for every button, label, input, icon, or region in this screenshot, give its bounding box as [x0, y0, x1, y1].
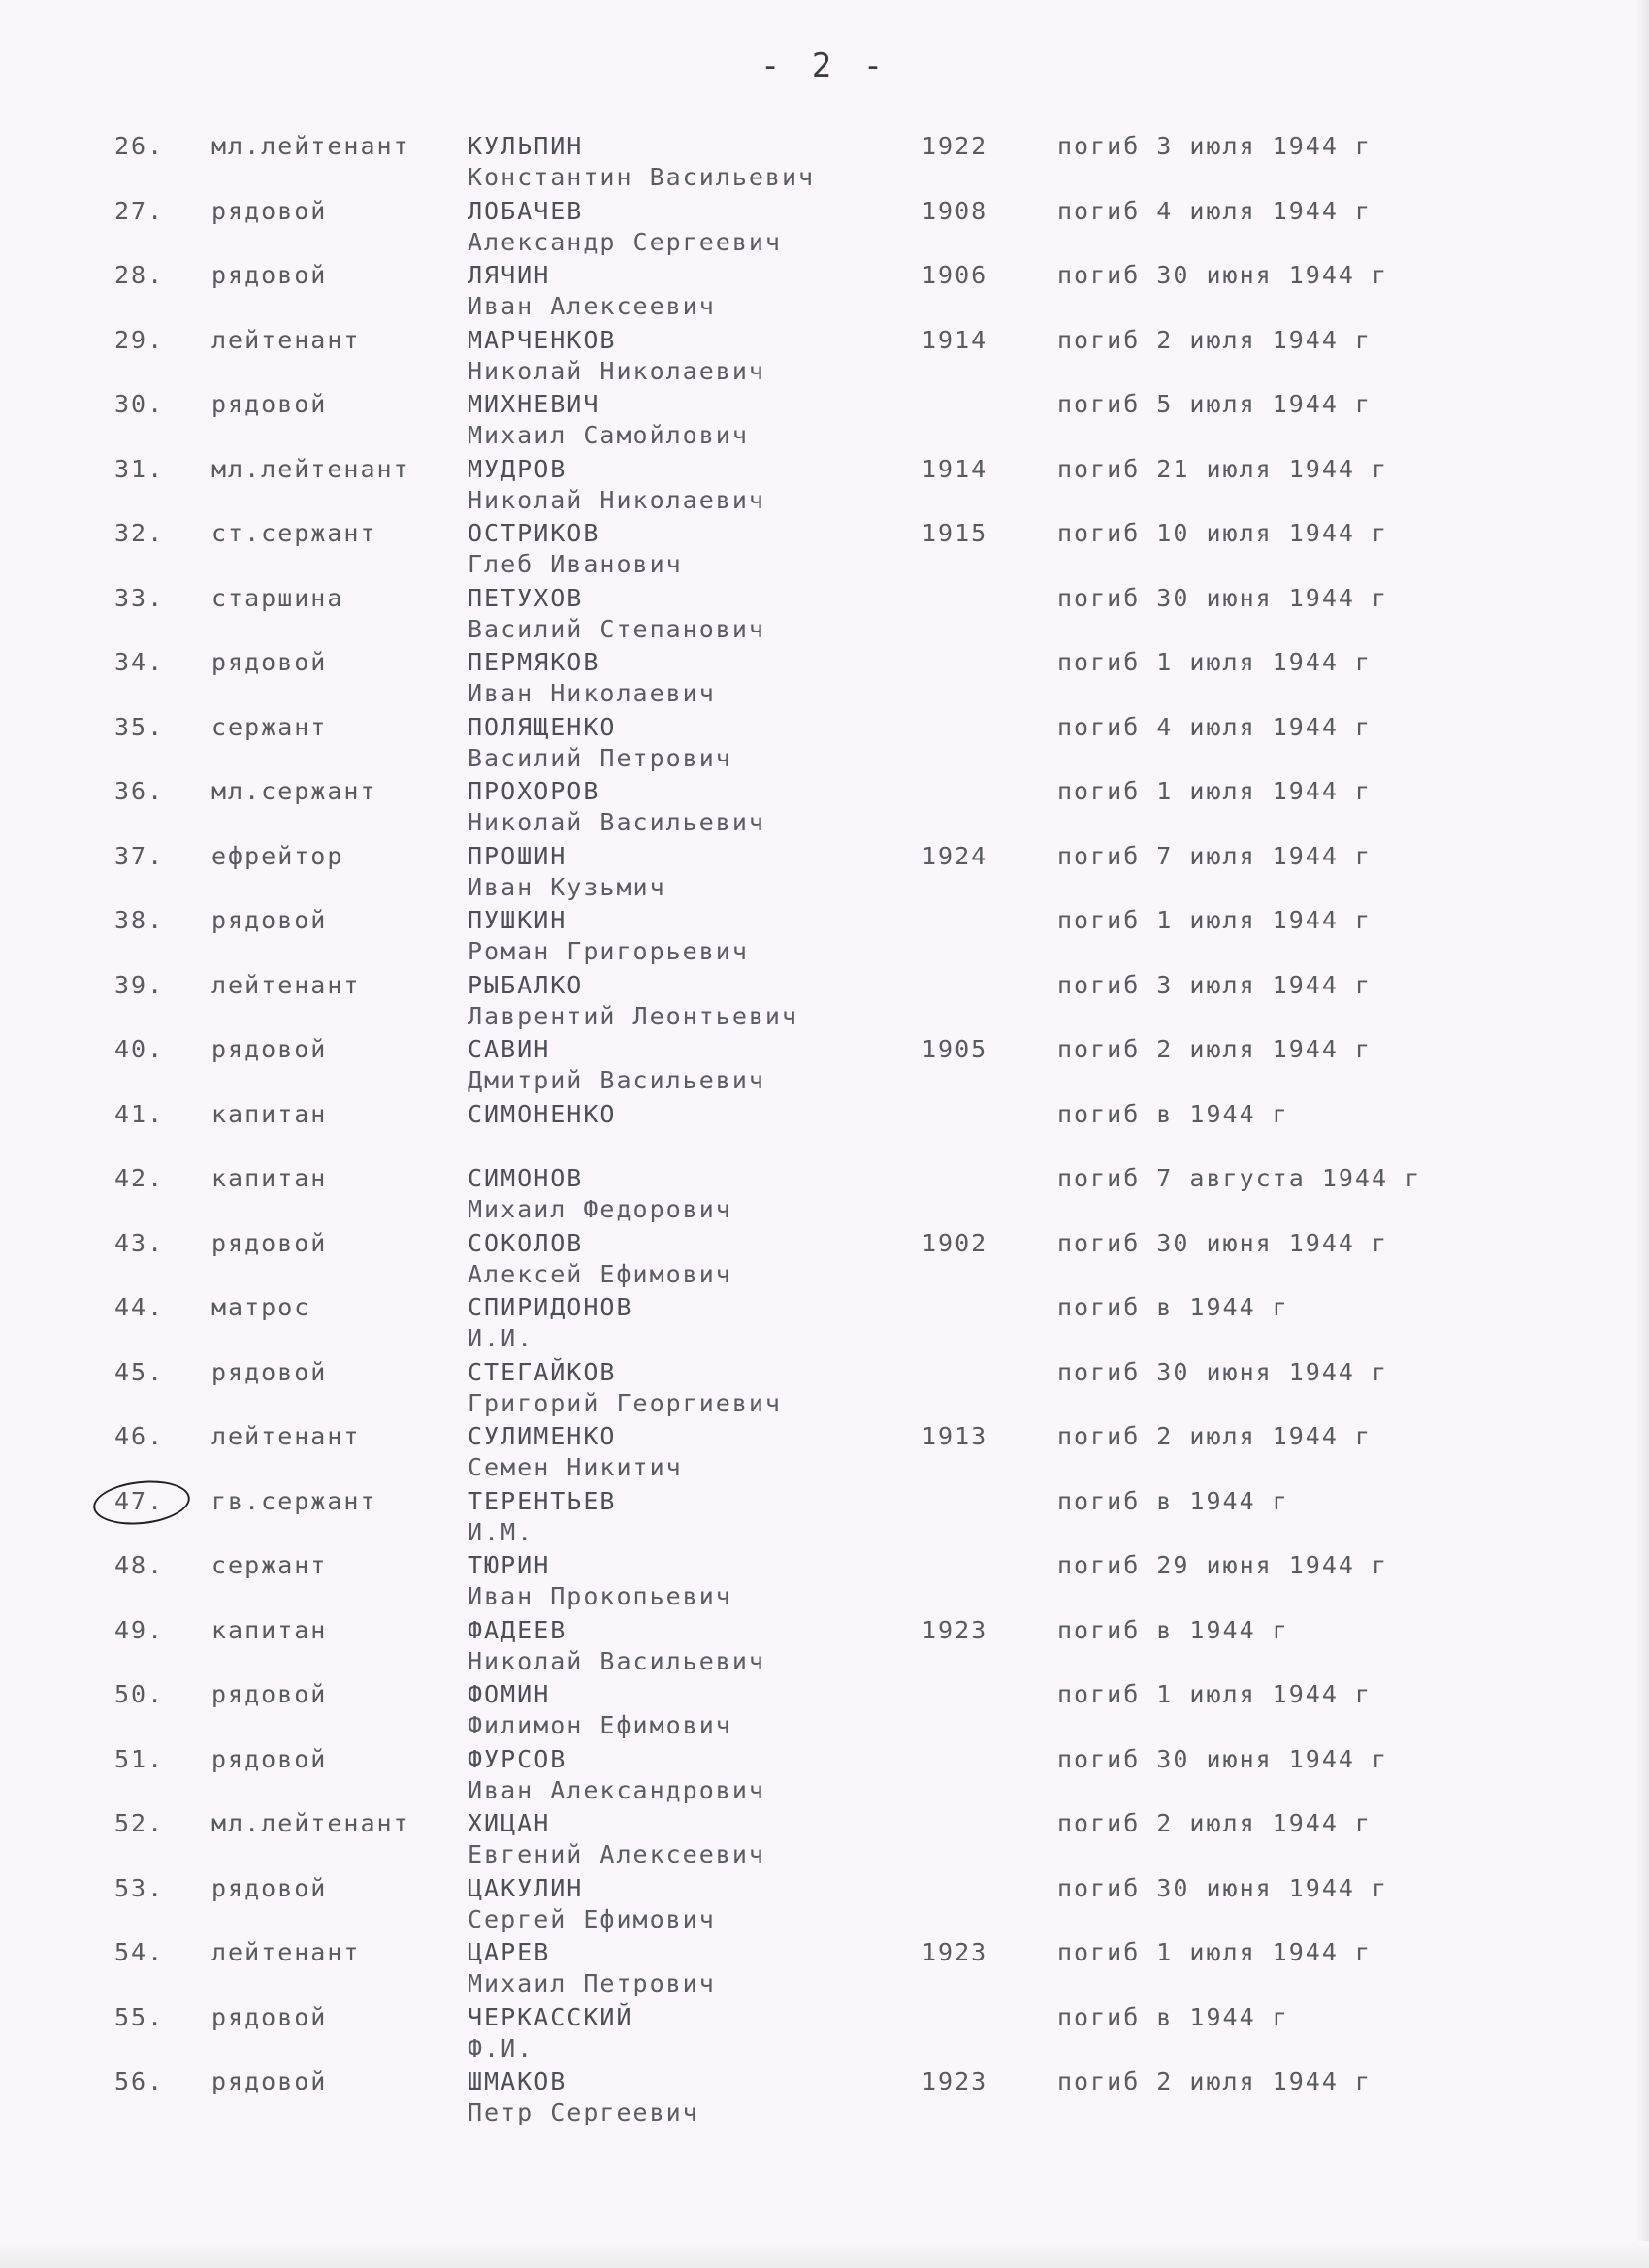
entry-surname: ПРОХОРОВ [468, 777, 600, 805]
entry-fate: погиб 30 июня 1944 г [1057, 1873, 1389, 1902]
entry-given-names: Василий Петрович [468, 743, 732, 772]
entry-surname: МИХНЕВИЧ [468, 390, 600, 418]
entry-fate: погиб 30 июня 1944 г [1057, 261, 1389, 289]
entry-number: 49. [114, 1615, 165, 1644]
list-item [0, 1674, 1649, 1739]
entry-rank: мл.лейтенант [211, 1809, 410, 1837]
list-item [0, 126, 1649, 191]
entry-rank: старшина [211, 583, 344, 612]
list-item [0, 384, 1649, 449]
entry-number: 55. [114, 2002, 165, 2031]
entry-surname: ХИЦАН [468, 1809, 551, 1837]
entry-fate: погиб в 1944 г [1057, 2002, 1289, 2031]
entry-number: 29. [114, 325, 165, 354]
list-item [0, 1997, 1649, 2062]
entry-given-names: Евгений Алексеевич [468, 1840, 765, 1868]
entry-fate: погиб 1 июля 1944 г [1057, 1680, 1372, 1708]
entry-given-names: Михаил Петрович [468, 1969, 716, 1997]
entry-number: 32. [114, 519, 165, 547]
entry-surname: СОКОЛОВ [468, 1228, 584, 1257]
entry-given-names: Николай Васильевич [468, 808, 765, 836]
entry-number: 35. [114, 712, 165, 741]
list-item [0, 1739, 1649, 1804]
entry-fate: погиб 7 августа 1944 г [1057, 1164, 1422, 1192]
list-item [0, 1545, 1649, 1610]
entry-number: 37. [114, 841, 165, 870]
entry-given-names: Глеб Иванович [468, 550, 683, 578]
entry-rank: рядовой [211, 1035, 328, 1063]
entry-surname: ЛОБАЧЕВ [468, 196, 584, 225]
entry-birth-year: 1906 [922, 261, 988, 289]
entry-number: 39. [114, 970, 165, 999]
entry-birth-year: 1922 [922, 132, 988, 160]
entry-birth-year: 1914 [922, 454, 988, 483]
entry-fate: погиб в 1944 г [1057, 1293, 1289, 1321]
entry-given-names: Александр Сергеевич [468, 227, 782, 256]
entry-number: 40. [114, 1035, 165, 1063]
list-item [0, 900, 1649, 965]
entry-rank: рядовой [211, 196, 328, 225]
list-item [0, 1352, 1649, 1417]
entry-given-names: Николай Николаевич [468, 485, 765, 514]
entry-given-names: Иван Кузьмич [468, 872, 666, 901]
list-item [0, 1416, 1649, 1481]
entry-surname: МАРЧЕНКОВ [468, 325, 617, 354]
entry-surname: ПЕРМЯКОВ [468, 648, 600, 676]
entry-fate: погиб 4 июля 1944 г [1057, 712, 1372, 741]
entry-surname: РЫБАЛКО [468, 970, 584, 999]
entry-number: 47. [114, 1486, 165, 1515]
entry-number: 41. [114, 1099, 165, 1128]
entry-fate: погиб 4 июля 1944 г [1057, 196, 1372, 225]
entry-fate: погиб 1 июля 1944 г [1057, 648, 1372, 676]
entry-rank: рядовой [211, 1357, 328, 1386]
entry-number: 42. [114, 1164, 165, 1192]
entry-birth-year: 1913 [922, 1422, 988, 1450]
list-item [0, 191, 1649, 256]
entry-fate: погиб 2 июля 1944 г [1057, 325, 1372, 354]
entry-given-names: Петр Сергеевич [468, 2098, 699, 2126]
list-item [0, 1029, 1649, 1094]
entry-number: 50. [114, 1680, 165, 1708]
entry-number: 31. [114, 454, 165, 483]
entry-given-names: Иван Алексеевич [468, 292, 716, 320]
entry-number: 48. [114, 1551, 165, 1579]
entry-rank: мл.лейтенант [211, 454, 410, 483]
entry-fate: погиб 30 июня 1944 г [1057, 583, 1389, 612]
entry-surname: ЧЕРКАССКИЙ [468, 2002, 633, 2031]
entry-surname: ФОМИН [468, 1680, 551, 1708]
entry-number: 38. [114, 906, 165, 934]
entry-birth-year: 1902 [922, 1228, 988, 1257]
entry-given-names: Иван Александрович [468, 1775, 765, 1804]
entry-surname: ЛЯЧИН [468, 261, 551, 289]
entry-fate: погиб 3 июля 1944 г [1057, 970, 1372, 999]
entry-number: 53. [114, 1873, 165, 1902]
entry-number: 26. [114, 132, 165, 160]
entry-rank: лейтенант [211, 325, 361, 354]
entry-number: 56. [114, 2067, 165, 2095]
list-item [0, 449, 1649, 514]
entry-surname: ЦАРЕВ [468, 1938, 551, 1966]
entry-rank: ефрейтор [211, 841, 344, 870]
entry-number: 36. [114, 777, 165, 805]
entry-birth-year: 1905 [922, 1035, 988, 1063]
entry-rank: рядовой [211, 390, 328, 418]
entry-given-names: Семен Никитич [468, 1453, 683, 1481]
entry-given-names: Иван Николаевич [468, 679, 716, 707]
list-item [0, 1868, 1649, 1933]
entry-fate: погиб 30 июня 1944 г [1057, 1228, 1389, 1257]
entry-surname: ПЕТУХОВ [468, 583, 584, 612]
entry-given-names: Лаврентий Леонтьевич [468, 1001, 799, 1030]
entry-surname: ФАДЕЕВ [468, 1615, 567, 1644]
entry-surname: СУЛИМЕНКО [468, 1422, 617, 1450]
list-item [0, 320, 1649, 385]
entry-number: 45. [114, 1357, 165, 1386]
entry-birth-year: 1915 [922, 519, 988, 547]
entry-fate: погиб 5 июля 1944 г [1057, 390, 1372, 418]
entry-birth-year: 1914 [922, 325, 988, 354]
list-item [0, 255, 1649, 320]
list-item [0, 2061, 1649, 2126]
entry-surname: МУДРОВ [468, 454, 567, 483]
entry-surname: СПИРИДОНОВ [468, 1293, 633, 1321]
entry-given-names: Николай Васильевич [468, 1646, 765, 1675]
entry-fate: погиб 2 июля 1944 г [1057, 1035, 1372, 1063]
entry-birth-year: 1923 [922, 1938, 988, 1966]
scan-edge-bottom [0, 2241, 1649, 2268]
list-item [0, 836, 1649, 901]
entry-surname: КУЛЬПИН [468, 132, 584, 160]
entry-rank: рядовой [211, 2067, 328, 2095]
entry-birth-year: 1924 [922, 841, 988, 870]
entry-fate: погиб 2 июля 1944 г [1057, 2067, 1372, 2095]
entry-number: 51. [114, 1744, 165, 1773]
list-item [0, 1932, 1649, 1997]
entry-rank: капитан [211, 1615, 328, 1644]
entry-number: 46. [114, 1422, 165, 1450]
entry-surname: САВИН [468, 1035, 551, 1063]
entry-given-names: Иван Прокопьевич [468, 1582, 732, 1610]
entry-given-names: Николай Николаевич [468, 356, 765, 385]
entry-rank: рядовой [211, 1680, 328, 1708]
entry-number: 44. [114, 1293, 165, 1321]
entry-rank: лейтенант [211, 970, 361, 999]
entry-surname: ПУШКИН [468, 906, 567, 934]
entry-given-names: Григорий Георгиевич [468, 1388, 782, 1417]
list-item [0, 1158, 1649, 1223]
entry-fate: погиб 1 июля 1944 г [1057, 906, 1372, 934]
entry-given-names: Михаил Самойлович [468, 421, 749, 449]
list-item [0, 642, 1649, 707]
entry-rank: рядовой [211, 1744, 328, 1773]
entry-given-names: Филимон Ефимович [468, 1711, 732, 1739]
entry-given-names: Дмитрий Васильевич [468, 1066, 765, 1094]
entry-rank: сержант [211, 712, 328, 741]
entry-given-names: И.М. [468, 1517, 534, 1546]
entry-given-names: Сергей Ефимович [468, 1904, 716, 1933]
entry-number: 27. [114, 196, 165, 225]
entry-rank: лейтенант [211, 1938, 361, 1966]
list-item [0, 771, 1649, 836]
entry-given-names: Михаил Федорович [468, 1195, 732, 1223]
entry-rank: мл.лейтенант [211, 132, 410, 160]
entry-given-names: Василий Степанович [468, 614, 765, 643]
entry-rank: рядовой [211, 1228, 328, 1257]
entry-surname: ЦАКУЛИН [468, 1873, 584, 1902]
entry-surname: ТЮРИН [468, 1551, 551, 1579]
entry-fate: погиб 2 июля 1944 г [1057, 1809, 1372, 1837]
entry-number: 28. [114, 261, 165, 289]
entry-fate: погиб в 1944 г [1057, 1099, 1289, 1128]
entry-birth-year: 1908 [922, 196, 988, 225]
entry-fate: погиб 7 июля 1944 г [1057, 841, 1372, 870]
entry-given-names: Константин Васильевич [468, 163, 816, 191]
entry-rank: рядовой [211, 906, 328, 934]
entry-rank: ст.сержант [211, 519, 377, 547]
entry-fate: погиб в 1944 г [1057, 1615, 1289, 1644]
entry-fate: погиб 30 июня 1944 г [1057, 1357, 1389, 1386]
casualty-list [0, 126, 1649, 2126]
entry-given-names: И.И. [468, 1324, 534, 1352]
entry-number: 43. [114, 1228, 165, 1257]
list-item [0, 513, 1649, 578]
entry-rank: гв.сержант [211, 1486, 377, 1515]
entry-surname: ТЕРЕНТЬЕВ [468, 1486, 617, 1515]
page-number: - 2 - [760, 47, 889, 85]
list-item [0, 965, 1649, 1030]
entry-given-names: Роман Григорьевич [468, 937, 749, 965]
entry-given-names: Ф.И. [468, 2033, 534, 2062]
list-item [0, 1610, 1649, 1675]
entry-number: 52. [114, 1809, 165, 1837]
entry-fate: погиб 1 июля 1944 г [1057, 1938, 1372, 1966]
entry-surname: ФУРСОВ [468, 1744, 567, 1773]
entry-surname: СИМОНОВ [468, 1164, 584, 1192]
list-item [0, 1223, 1649, 1288]
list-item [0, 1481, 1649, 1546]
entry-surname: ОСТРИКОВ [468, 519, 600, 547]
entry-given-names: Алексей Ефимович [468, 1259, 732, 1288]
entry-number: 54. [114, 1938, 165, 1966]
entry-fate: погиб 21 июля 1944 г [1057, 454, 1389, 483]
entry-surname: ПОЛЯЩЕНКО [468, 712, 617, 741]
entry-rank: матрос [211, 1293, 311, 1321]
list-item [0, 1094, 1649, 1159]
list-item [0, 707, 1649, 772]
entry-surname: СТЕГАЙКОВ [468, 1357, 617, 1386]
entry-rank: мл.сержант [211, 777, 377, 805]
list-item [0, 1803, 1649, 1868]
entry-number: 30. [114, 390, 165, 418]
entry-rank: капитан [211, 1164, 328, 1192]
entry-surname: СИМОНЕНКО [468, 1099, 617, 1128]
scan-edge-right [1635, 0, 1649, 2268]
entry-fate: погиб 2 июля 1944 г [1057, 1422, 1372, 1450]
entry-fate: погиб 1 июля 1944 г [1057, 777, 1372, 805]
entry-rank: лейтенант [211, 1422, 361, 1450]
entry-number: 33. [114, 583, 165, 612]
entry-rank: рядовой [211, 2002, 328, 2031]
entry-surname: ШМАКОВ [468, 2067, 567, 2095]
entry-fate: погиб 29 июня 1944 г [1057, 1551, 1389, 1579]
entry-fate: погиб 3 июля 1944 г [1057, 132, 1372, 160]
entry-rank: капитан [211, 1099, 328, 1128]
entry-birth-year: 1923 [922, 1615, 988, 1644]
entry-fate: погиб 10 июля 1944 г [1057, 519, 1389, 547]
entry-fate: погиб в 1944 г [1057, 1486, 1289, 1515]
entry-rank: рядовой [211, 1873, 328, 1902]
entry-birth-year: 1923 [922, 2067, 988, 2095]
entry-rank: сержант [211, 1551, 328, 1579]
list-item [0, 578, 1649, 643]
entry-surname: ПРОШИН [468, 841, 567, 870]
entry-rank: рядовой [211, 648, 328, 676]
entry-fate: погиб 30 июня 1944 г [1057, 1744, 1389, 1773]
entry-number: 34. [114, 648, 165, 676]
list-item [0, 1287, 1649, 1352]
entry-rank: рядовой [211, 261, 328, 289]
